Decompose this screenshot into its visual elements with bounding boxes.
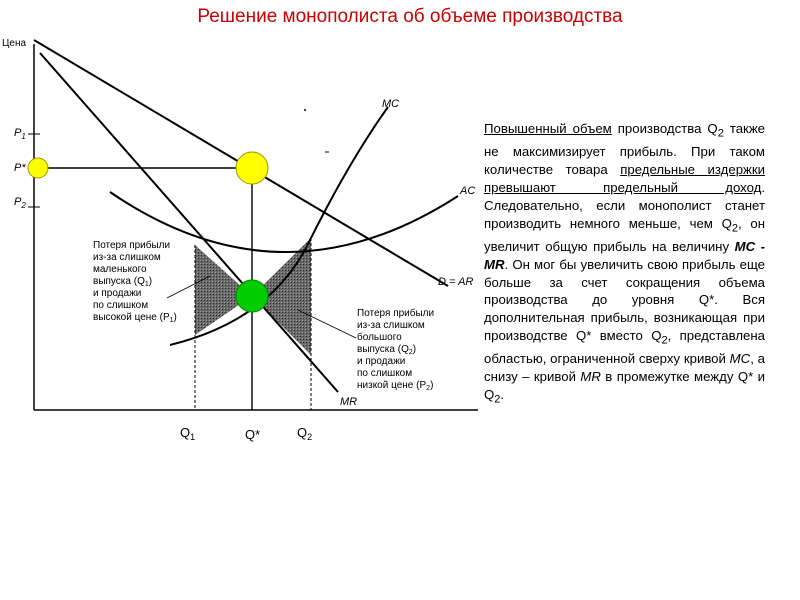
qstar-label: Q*	[245, 427, 261, 442]
ac-label: AC	[460, 185, 476, 197]
svg-text:маленького: маленького	[93, 264, 147, 275]
svg-text:высокой цене (P1): высокой цене $(P_1)$	[93, 312, 177, 324]
explanation-highlight-2: предельные издержки превышают предельный доход	[484, 162, 765, 196]
pstar-axis-marker	[28, 158, 48, 178]
demand-point-marker	[236, 152, 268, 184]
svg-text:большого: большого	[357, 332, 402, 343]
svg-text:низкой цене (P2): низкой цене $(P_2)$	[357, 380, 434, 392]
svg-text:из-за слишком: из-за слишком	[93, 252, 161, 263]
svg-text:выпуска (Q2): выпуска $(Q_2)$	[357, 344, 417, 356]
left-region-text	[93, 239, 177, 324]
page-title: Решение монополиста об объеме производства	[197, 6, 623, 27]
svg-text:Потеря прибыли: Потеря прибыли	[357, 308, 435, 319]
svg-text:Потеря прибыли: Потеря прибыли	[93, 240, 171, 251]
y-axis-label: Цена	[2, 38, 27, 49]
mr-curve	[40, 53, 338, 392]
p1-label: $P_1$	[14, 127, 26, 141]
explanation-text: Повышенный объем производства $Q_2$ также не максимизирует прибыль. При таком количестве товара предельные издержки превышают предельный доход. Следовательно, если монополист станет производить немного меньше, чем $Q_2$, он увеличит общую прибыль на величину MC - MR. Он мог бы увеличить свою прибыль еще больше за счет сокращения объема производства до уровня Q*. Вся дополнительная прибыль, возникающая при производстве Q* вместо $Q_2$, представлена областью, ограниченной сверху кривой MC, а снизу – кривой MR в промежутке между Q* и $Q_2$.	[484, 121, 765, 406]
svg-text:выпуска (Q1): выпуска $(Q_1)$	[93, 276, 153, 288]
dot-mark	[304, 109, 306, 111]
svg-text:и продажи: и продажи	[93, 288, 142, 299]
mc-label: MC	[382, 98, 400, 110]
explanation-highlight-1: Повышенный объем	[484, 121, 612, 136]
q2-label: $Q_2$	[297, 425, 313, 442]
svg-text:из-за слишком: из-за слишком	[357, 320, 425, 331]
pstar-label: P*	[14, 162, 26, 174]
svg-text:и продажи: и продажи	[357, 356, 406, 367]
right-region-text	[357, 307, 434, 392]
p2-label: $P_2$	[14, 196, 26, 210]
mc-mr-intersection-marker	[236, 280, 268, 312]
svg-text:по слишком: по слишком	[93, 300, 149, 311]
mr-label: MR	[340, 396, 358, 408]
demand-label: D = AR	[438, 276, 474, 288]
svg-text:по слишком: по слишком	[357, 368, 413, 379]
q1-label: $Q_1$	[180, 425, 196, 442]
